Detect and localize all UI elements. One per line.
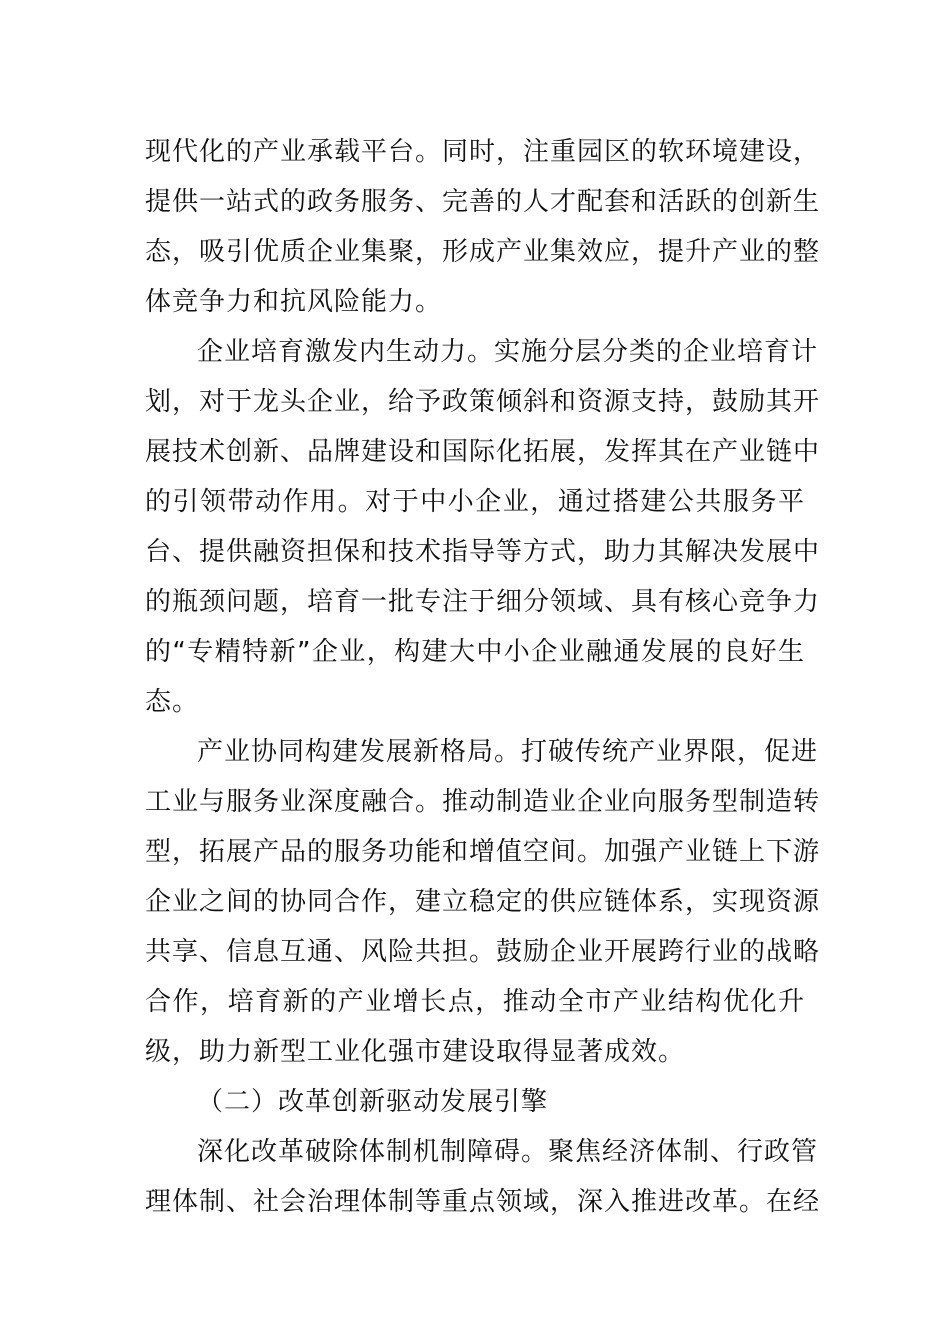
paragraph-line: 工业与服务业深度融合。推动制造业企业向服务型制造转 bbox=[145, 787, 821, 817]
paragraph-line: 展技术创新、品牌建设和国际化拓展，发挥其在产业链中 bbox=[145, 437, 821, 467]
paragraph-line: 合作，培育新的产业增长点，推动全市产业结构优化升 bbox=[145, 987, 805, 1017]
paragraph-line: 现代化的产业承载平台。同时，注重园区的软环境建设， bbox=[145, 137, 821, 167]
paragraph-line: 的瓶颈问题，培育一批专注于细分领域、具有核心竞争力 bbox=[145, 587, 821, 617]
paragraph-line: 的“专精特新”企业，构建大中小企业融通发展的良好生 bbox=[145, 637, 805, 667]
section-heading: （二）改革创新驱动发展引擎 bbox=[197, 1087, 549, 1117]
paragraph-line: 态。 bbox=[145, 687, 200, 717]
paragraph-line: 态，吸引优质企业集聚，形成产业集效应，提升产业的整 bbox=[145, 237, 821, 267]
paragraph-line: 体竞争力和抗风险能力。 bbox=[145, 287, 443, 317]
paragraph-line: 划，对于龙头企业，给予政策倾斜和资源支持，鼓励其开 bbox=[145, 387, 821, 417]
paragraph-line: 级，助力新型工业化强市建设取得显著成效。 bbox=[145, 1037, 686, 1067]
paragraph-line: 提供一站式的政务服务、完善的人才配套和活跃的创新生 bbox=[145, 187, 821, 217]
paragraph-line: 企业之间的协同合作，建立稳定的供应链体系，实现资源 bbox=[145, 887, 821, 917]
paragraph-first-line: 产业协同构建发展新格局。打破传统产业界限，促进 bbox=[197, 737, 819, 767]
paragraph-line: 型，拓展产品的服务功能和增值空间。加强产业链上下游 bbox=[145, 837, 821, 867]
paragraph-first-line: 企业培育激发内生动力。实施分层分类的企业培育计 bbox=[197, 337, 819, 367]
paragraph-line: 理体制、社会治理体制等重点领域，深入推进改革。在经 bbox=[145, 1187, 821, 1217]
paragraph-line: 共享、信息互通、风险共担。鼓励企业开展跨行业的战略 bbox=[145, 937, 821, 967]
paragraph-line: 的引领带动作用。对于中小企业，通过搭建公共服务平 bbox=[145, 487, 805, 517]
paragraph-line: 台、提供融资担保和技术指导等方式，助力其解决发展中 bbox=[145, 537, 821, 567]
paragraph-first-line: 深化改革破除体制机制障碍。聚焦经济体制、行政管 bbox=[197, 1137, 819, 1167]
